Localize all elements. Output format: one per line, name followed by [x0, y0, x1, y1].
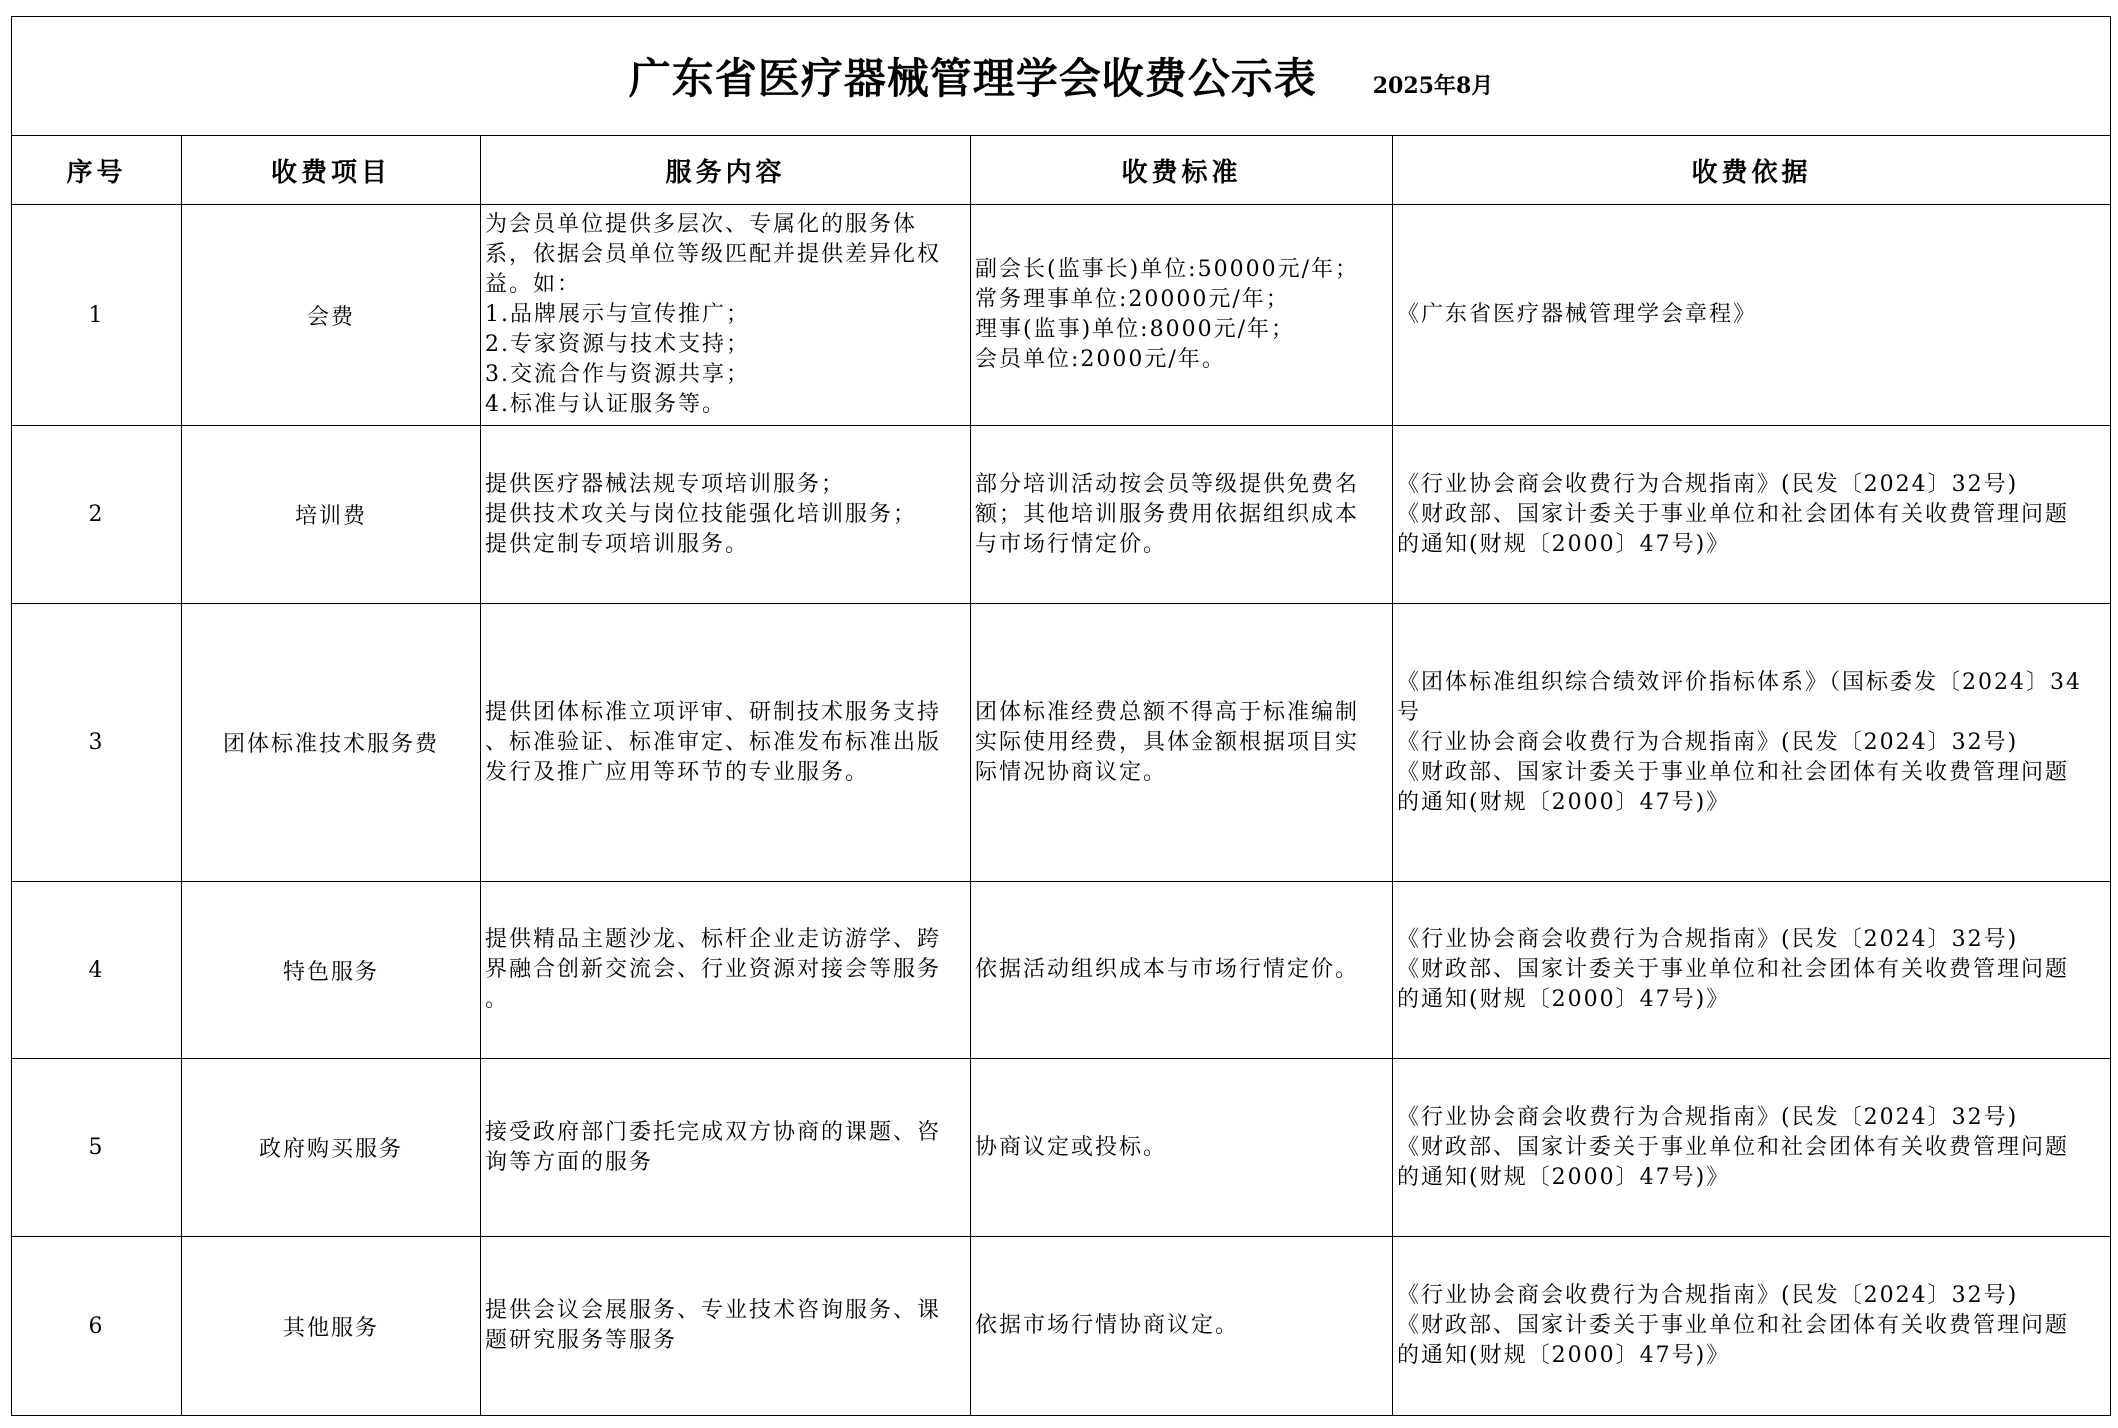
- content-line: 2.专家资源与技术支持；: [485, 332, 750, 357]
- row-number: 2: [12, 426, 182, 604]
- content-line: 接受政府部门委托完成双方协商的课题、咨: [485, 1119, 942, 1145]
- standard-line: 依据活动组织成本与市场行情定价。: [975, 957, 1360, 982]
- fee-basis: [1393, 426, 2111, 604]
- table-row: [12, 205, 2111, 426]
- fee-content: [481, 604, 971, 882]
- content-line: 、标准验证、标准审定、标准发布标准出版: [485, 729, 942, 755]
- row-number: 4: [12, 882, 182, 1059]
- content-line: 提供医疗器械法规专项培训服务；: [485, 471, 846, 497]
- content-line: 提供精品主题沙龙、标杆企业走访游学、跨: [485, 927, 942, 952]
- table-row: [12, 426, 2111, 604]
- fee-content: [481, 1059, 971, 1237]
- page-title: 广东省医疗器械管理学会收费公示表: [628, 54, 1317, 103]
- basis-line: 《行业协会商会收费行为合规指南》(民发〔2024〕32号): [1397, 1283, 2019, 1308]
- content-line: 题研究服务等服务: [485, 1328, 678, 1353]
- fee-item: 政府购买服务: [182, 1059, 481, 1237]
- basis-line: 的通知(财规〔2000〕47号)》: [1397, 1343, 1731, 1368]
- basis-line: 《财政部、国家计委关于事业单位和社会团体有关收费管理问题: [1397, 957, 2070, 982]
- fee-standard: [971, 205, 1393, 426]
- standard-line: 协商议定或投标。: [975, 1134, 1168, 1160]
- basis-line: 的通知(财规〔2000〕47号)》: [1397, 531, 1731, 557]
- standard-line: 部分培训活动按会员等级提供免费名: [975, 471, 1360, 497]
- basis-line: 《行业协会商会收费行为合规指南》(民发〔2024〕32号): [1397, 927, 2019, 952]
- fee-content: [481, 426, 971, 604]
- basis-line: 号: [1397, 699, 1422, 725]
- standard-line: 与市场行情定价。: [975, 531, 1168, 557]
- content-line: 提供技术攻关与岗位技能强化培训服务；: [485, 501, 918, 527]
- content-line: 4.标准与认证服务等。: [485, 392, 726, 417]
- standard-line: 际情况协商议定。: [975, 759, 1168, 785]
- table-row: [12, 1059, 2111, 1237]
- content-line: 发行及推广应用等环节的专业服务。: [485, 759, 870, 785]
- basis-line: 《行业协会商会收费行为合规指南》(民发〔2024〕32号): [1397, 729, 2019, 755]
- fee-table: [11, 16, 2111, 1416]
- header-no: 序号: [12, 136, 182, 205]
- content-line: 。: [485, 987, 510, 1012]
- basis-line: 《行业协会商会收费行为合规指南》(民发〔2024〕32号): [1397, 471, 2019, 497]
- fee-basis: [1393, 604, 2111, 882]
- fee-standard: [971, 426, 1393, 604]
- content-line: 3.交流合作与资源共享；: [485, 362, 750, 387]
- standard-line: 会员单位:2000元/年。: [975, 347, 1226, 372]
- standard-line: 副会长(监事长)单位:50000元/年；: [975, 257, 1359, 282]
- content-line: 1.品牌展示与宣传推广；: [485, 302, 750, 327]
- basis-line: 的通知(财规〔2000〕47号)》: [1397, 1164, 1731, 1190]
- fee-item: 培训费: [182, 426, 481, 604]
- header-standard: 收费标准: [971, 136, 1393, 205]
- basis-line: 《财政部、国家计委关于事业单位和社会团体有关收费管理问题: [1397, 1313, 2070, 1338]
- fee-standard: [971, 1237, 1393, 1416]
- basis-line: 《财政部、国家计委关于事业单位和社会团体有关收费管理问题: [1397, 759, 2070, 785]
- fee-item: 会费: [182, 205, 481, 426]
- title-row: [12, 17, 2111, 136]
- content-line: 询等方面的服务: [485, 1149, 654, 1175]
- fee-basis: [1393, 882, 2111, 1059]
- fee-item: 团体标准技术服务费: [182, 604, 481, 882]
- content-line: 提供定制专项培训服务。: [485, 531, 750, 557]
- fee-content: [481, 882, 971, 1059]
- header-row: [12, 136, 2111, 205]
- basis-line: 《财政部、国家计委关于事业单位和社会团体有关收费管理问题: [1397, 1134, 2070, 1160]
- content-line: 系，依据会员单位等级匹配并提供差异化权: [485, 242, 942, 267]
- fee-basis: [1393, 1059, 2111, 1237]
- fee-basis: [1393, 205, 2111, 426]
- fee-content: [481, 1237, 971, 1416]
- content-line: 提供团体标准立项评审、研制技术服务支持: [485, 699, 942, 725]
- header-item: 收费项目: [182, 136, 481, 205]
- fee-standard: [971, 1059, 1393, 1237]
- fee-basis: [1393, 1237, 2111, 1416]
- row-number: 1: [12, 205, 182, 426]
- basis-line: 《行业协会商会收费行为合规指南》(民发〔2024〕32号): [1397, 1104, 2019, 1130]
- content-line: 界融合创新交流会、行业资源对接会等服务: [485, 957, 942, 982]
- content-line: 提供会议会展服务、专业技术咨询服务、课: [485, 1298, 942, 1323]
- standard-line: 依据市场行情协商议定。: [975, 1313, 1240, 1338]
- basis-line: 《广东省医疗器械管理学会章程》: [1397, 302, 1758, 327]
- standard-line: 理事(监事)单位:8000元/年；: [975, 317, 1295, 342]
- standard-line: 团体标准经费总额不得高于标准编制: [975, 699, 1360, 725]
- table-row: [12, 604, 2111, 882]
- basis-line: 《团体标准组织综合绩效评价指标体系》（国标委发〔2024〕34: [1397, 669, 2082, 695]
- basis-line: 的通知(财规〔2000〕47号)》: [1397, 987, 1731, 1012]
- publish-date: 2025年8月: [1372, 73, 1494, 99]
- table-row: [12, 882, 2111, 1059]
- content-line: 益。如：: [485, 272, 582, 297]
- row-number: 3: [12, 604, 182, 882]
- header-basis: 收费依据: [1393, 136, 2111, 205]
- row-number: 5: [12, 1059, 182, 1237]
- fee-item: 其他服务: [182, 1237, 481, 1416]
- standard-line: 实际使用经费，具体金额根据项目实: [975, 729, 1360, 755]
- content-line: 为会员单位提供多层次、专属化的服务体: [485, 212, 918, 237]
- title-cell: [12, 17, 2111, 136]
- basis-line: 的通知(财规〔2000〕47号)》: [1397, 789, 1731, 815]
- standard-line: 额；其他培训服务费用依据组织成本: [975, 501, 1360, 527]
- fee-item: 特色服务: [182, 882, 481, 1059]
- standard-line: 常务理事单位:20000元/年；: [975, 287, 1290, 312]
- table-row: [12, 1237, 2111, 1416]
- fee-standard: [971, 604, 1393, 882]
- fee-standard: [971, 882, 1393, 1059]
- fee-content: [481, 205, 971, 426]
- basis-line: 《财政部、国家计委关于事业单位和社会团体有关收费管理问题: [1397, 501, 2070, 527]
- row-number: 6: [12, 1237, 182, 1416]
- header-content: 服务内容: [481, 136, 971, 205]
